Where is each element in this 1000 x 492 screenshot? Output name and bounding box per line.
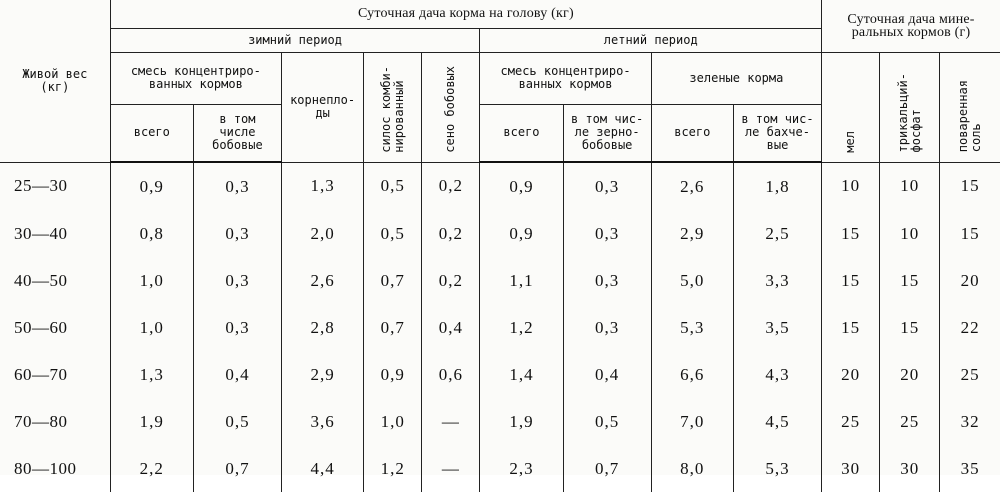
live-weight-header: Живой вес (кг): [0, 0, 110, 162]
combined-silage-cell: 1,2: [364, 445, 422, 492]
incl-melons-cell: 1,8: [733, 162, 821, 210]
legume-hay-header: [422, 52, 480, 162]
incl-grain-legumes-cell: 0,3: [563, 210, 651, 257]
chalk-cell: 15: [822, 210, 880, 257]
table-body: [0, 162, 1000, 492]
root-crops-cell: 4,4: [282, 445, 364, 492]
tricalcium-phosphate-cell: 10: [880, 162, 940, 210]
summer-total-cell: 0,9: [480, 162, 563, 210]
tricalcium-phosphate-cell: 25: [880, 398, 940, 445]
green-total-cell: 2,6: [651, 162, 733, 210]
chalk-cell: 20: [822, 351, 880, 398]
table-row: [0, 351, 1000, 398]
legume-hay-cell: 0,2: [422, 257, 480, 304]
incl-melons-cell: 4,5: [733, 398, 821, 445]
legume-hay-cell: 0,4: [422, 304, 480, 351]
green-feed-header: зеленые корма: [651, 52, 821, 104]
incl-legumes-header: в том числе бобовые: [193, 104, 281, 162]
incl-melons-cell: 3,5: [733, 304, 821, 351]
live-weight-cell: 80—100: [14, 458, 77, 478]
green-total-cell: 7,0: [651, 398, 733, 445]
live-weight-cell: 70—80: [14, 411, 68, 431]
incl-legumes-cell: 0,7: [193, 445, 281, 492]
winter-total-cell: 1,0: [110, 257, 193, 304]
tricalcium-phosphate-cell: 10: [880, 210, 940, 257]
live-weight-cell: 30—40: [14, 223, 68, 243]
combined-silage-header: [364, 52, 422, 162]
combined-silage-cell: 0,9: [364, 351, 422, 398]
root-crops-cell: 2,0: [282, 210, 364, 257]
table-salt-cell: 32: [940, 398, 1000, 445]
incl-grain-legumes-cell: 0,3: [563, 257, 651, 304]
legume-hay-cell: 0,2: [422, 162, 480, 210]
incl-grain-legumes-cell: 0,3: [563, 304, 651, 351]
tricalcium-phosphate-cell: 20: [880, 351, 940, 398]
winter-total-cell: 0,8: [110, 210, 193, 257]
incl-melons-cell: 3,3: [733, 257, 821, 304]
winter-total-cell: 1,9: [110, 398, 193, 445]
table-row: [0, 398, 1000, 445]
live-weight-cell: 60—70: [14, 364, 68, 384]
table-salt-cell: 22: [940, 304, 1000, 351]
incl-melons-cell: 4,3: [733, 351, 821, 398]
winter-period-header: зимний период: [110, 28, 480, 52]
table-row: [0, 304, 1000, 351]
incl-melons-cell: 5,3: [733, 445, 821, 492]
summer-total-cell: 1,4: [480, 351, 563, 398]
combined-silage-cell: 1,0: [364, 398, 422, 445]
summer-concentrate-mix-header: смесь концентриро- ванных кормов: [480, 52, 651, 104]
live-weight-cell: 25—30: [14, 176, 68, 196]
chalk-cell: 25: [822, 398, 880, 445]
summer-total-cell: 2,3: [480, 445, 563, 492]
chalk-label: мел: [843, 130, 858, 153]
summer-period-header: летний период: [480, 28, 822, 52]
table-row: [0, 210, 1000, 257]
root-crops-cell: 3,6: [282, 398, 364, 445]
live-weight-cell: 50—60: [14, 317, 68, 337]
table-salt-cell: 15: [940, 162, 1000, 210]
root-crops-cell: 2,6: [282, 257, 364, 304]
incl-grain-legumes-cell: 0,3: [563, 162, 651, 210]
incl-legumes-cell: 0,3: [193, 304, 281, 351]
combined-silage-cell: 0,7: [364, 257, 422, 304]
green-total-cell: 6,6: [651, 351, 733, 398]
green-total-header: всего: [651, 104, 733, 162]
table-salt-cell: 35: [940, 445, 1000, 492]
summer-total-cell: 0,9: [480, 210, 563, 257]
winter-total-cell: 2,2: [110, 445, 193, 492]
combined-silage-label: силос комби- нированный: [378, 65, 406, 153]
root-crops-cell: 1,3: [282, 162, 364, 210]
live-weight-cell: 40—50: [14, 270, 68, 290]
winter-total-cell: 1,3: [110, 351, 193, 398]
table-salt-cell: 20: [940, 257, 1000, 304]
table-header: [0, 0, 1000, 162]
table-salt-cell: 25: [940, 351, 1000, 398]
green-total-cell: 5,0: [651, 257, 733, 304]
table-row: [0, 257, 1000, 304]
incl-legumes-cell: 0,5: [193, 398, 281, 445]
table-salt-header: [940, 52, 1000, 162]
winter-total-cell: 0,9: [110, 162, 193, 210]
combined-silage-cell: 0,5: [364, 162, 422, 210]
winter-total-cell: 1,0: [110, 304, 193, 351]
incl-grain-legumes-cell: 0,4: [563, 351, 651, 398]
chalk-cell: 15: [822, 304, 880, 351]
legume-hay-cell: 0,2: [422, 210, 480, 257]
table-row: [0, 162, 1000, 210]
incl-grain-legumes-header: в том чис- ле зерно- бобовые: [563, 104, 651, 162]
incl-grain-legumes-cell: 0,7: [563, 445, 651, 492]
summer-total-header: всего: [480, 104, 563, 162]
tricalcium-phosphate-header: [880, 52, 940, 162]
table-salt-label: поваренная соль: [956, 80, 984, 153]
legume-hay-cell: —: [422, 398, 480, 445]
daily-minerals-header: Суточная дача мине- ральных кормов (г): [822, 0, 1000, 52]
incl-legumes-cell: 0,3: [193, 257, 281, 304]
legume-hay-cell: 0,6: [422, 351, 480, 398]
green-total-cell: 2,9: [651, 210, 733, 257]
incl-grain-legumes-cell: 0,5: [563, 398, 651, 445]
root-crops-header: корнепло- ды: [282, 52, 364, 162]
chalk-cell: 15: [822, 257, 880, 304]
chalk-cell: 10: [822, 162, 880, 210]
tricalcium-phosphate-cell: 15: [880, 304, 940, 351]
combined-silage-cell: 0,5: [364, 210, 422, 257]
root-crops-cell: 2,9: [282, 351, 364, 398]
incl-legumes-cell: 0,4: [193, 351, 281, 398]
tricalcium-phosphate-label: трикальций- фосфат: [895, 73, 923, 153]
incl-melons-cell: 2,5: [733, 210, 821, 257]
green-total-cell: 8,0: [651, 445, 733, 492]
tricalcium-phosphate-cell: 15: [880, 257, 940, 304]
winter-total-header: всего: [110, 104, 193, 162]
legume-hay-cell: —: [422, 445, 480, 492]
summer-total-cell: 1,9: [480, 398, 563, 445]
summer-total-cell: 1,2: [480, 304, 563, 351]
table-salt-cell: 15: [940, 210, 1000, 257]
daily-feed-header: Суточная дача корма на голову (кг): [110, 0, 821, 28]
legume-hay-label: сено бобовых: [443, 65, 458, 153]
chalk-cell: 30: [822, 445, 880, 492]
incl-legumes-cell: 0,3: [193, 210, 281, 257]
chalk-header: [822, 52, 880, 162]
combined-silage-cell: 0,7: [364, 304, 422, 351]
table-row: [0, 445, 1000, 492]
summer-total-cell: 1,1: [480, 257, 563, 304]
winter-concentrate-mix-header: смесь концентриро- ванных кормов: [110, 52, 281, 104]
incl-melons-header: в том чис- ле бахче- вые: [733, 104, 821, 162]
root-crops-cell: 2,8: [282, 304, 364, 351]
green-total-cell: 5,3: [651, 304, 733, 351]
tricalcium-phosphate-cell: 30: [880, 445, 940, 492]
incl-legumes-cell: 0,3: [193, 162, 281, 210]
